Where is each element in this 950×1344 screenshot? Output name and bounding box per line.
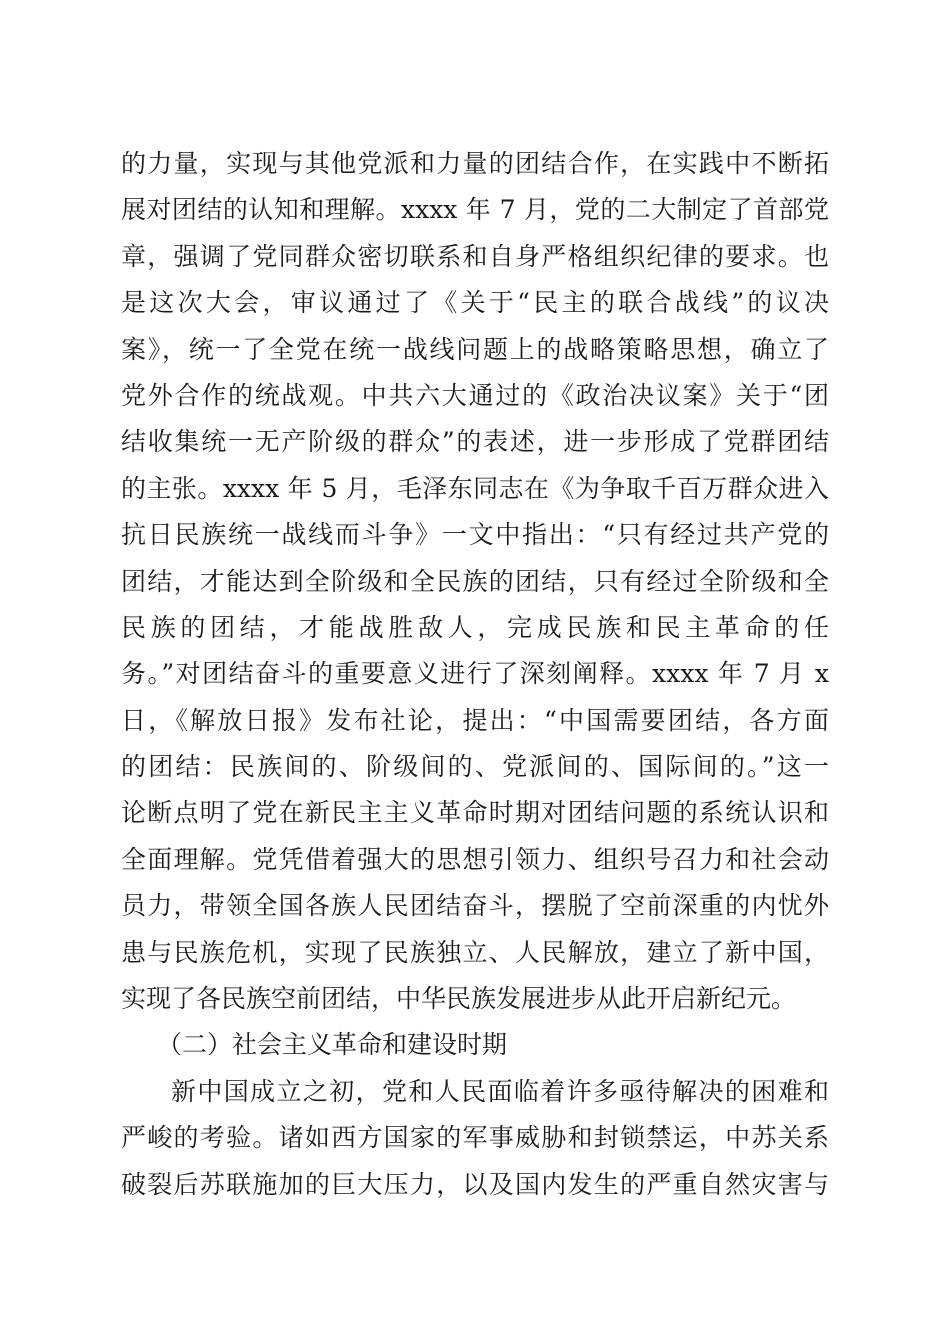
text-line: 章，强调了党同群众密切联系和自身严格组织纪律的要求。也 [121, 241, 829, 271]
text-line: 抗日民族统一战线而斗争》一文中指出：“只有经过共产党的 [121, 520, 829, 550]
text-line: 日，《解放日报》发布社论，提出：“中国需要团结，各方面 [121, 705, 829, 735]
text-line: 务。”对团结奋斗的重要意义进行了深刻阐释。xxxx 年 7 月 x [121, 659, 829, 689]
text-line: 全面理解。党凭借着强大的思想引领力、组织号召力和社会动 [121, 844, 829, 874]
text-line: 的团结：民族间的、阶级间的、党派间的、国际间的。”这一 [121, 752, 829, 782]
text-line: 论断点明了党在新民主主义革命时期对团结问题的系统认识和 [121, 798, 829, 828]
text-line: 结收集统一无产阶级的群众”的表述，进一步形成了党群团结 [121, 427, 829, 457]
text-line: 案》，统一了全党在统一战线问题上的战略策略思想，确立了 [121, 334, 829, 364]
text-line: 是这次大会，审议通过了《关于“民主的联合战线”的议决 [121, 288, 829, 318]
text-line: 的主张。xxxx 年 5 月，毛泽东同志在《为争取千百万群众进入 [121, 473, 829, 503]
section-heading: （二）社会主义革命和建设时期 [157, 1030, 508, 1060]
text-line: 员力，带领全国各族人民团结奋斗，摆脱了空前深重的内忧外 [121, 891, 829, 921]
text-line: 新中国成立之初，党和人民面临着许多亟待解决的困难和 [171, 1076, 829, 1106]
text-line: 展对团结的认知和理解。xxxx 年 7 月，党的二大制定了首部党 [121, 195, 829, 225]
document-body [121, 141, 829, 1208]
text-line: 实现了各民族空前团结，中华民族发展进步从此开启新纪元。 [121, 984, 797, 1014]
paragraph-2 [121, 1069, 829, 1208]
text-line: 团结，才能达到全阶级和全民族的团结，只有经过全阶级和全 [121, 566, 829, 596]
paragraph-1 [121, 141, 829, 1022]
text-line: 严峻的考验。诸如西方国家的军事威胁和封锁禁运，中苏关系 [121, 1123, 829, 1153]
text-line: 的力量，实现与其他党派和力量的团结合作，在实践中不断拓 [121, 149, 829, 178]
text-line: 破裂后苏联施加的巨大压力，以及国内发生的严重自然灾害与 [121, 1169, 829, 1199]
text-line: 患与民族危机，实现了民族独立、人民解放，建立了新中国， [121, 937, 829, 967]
text-line: 党外合作的统战观。中共六大通过的《政治决议案》关于“团 [121, 380, 829, 410]
text-line: 民族的团结，才能战胜敌人，完成民族和民主革命的任 [121, 612, 829, 642]
